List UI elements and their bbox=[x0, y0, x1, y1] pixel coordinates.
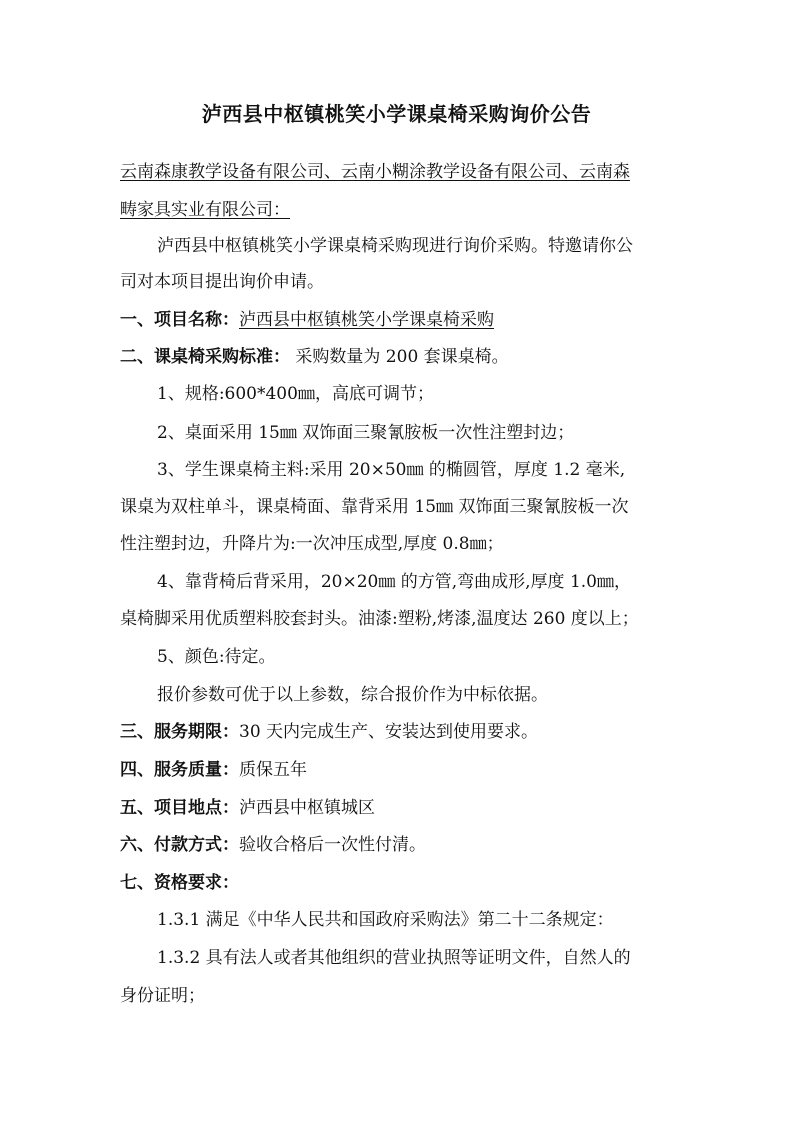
spec-4-line-2: 桌椅脚采用优质塑料胶套封头。油漆:塑粉,烤漆,温度达 260 度以上； bbox=[120, 609, 639, 629]
section-location bbox=[120, 796, 680, 820]
section-value: 泸西县中枢镇桃笑小学课桌椅采购 bbox=[239, 310, 494, 330]
recipients-line-2: 畴家具实业有限公司： bbox=[120, 200, 290, 220]
spec-4-line-1: 4、靠背椅后背采用，20×20㎜ 的方管,弯曲成形,厚度 1.0㎜， bbox=[157, 572, 631, 592]
section-service-quality bbox=[120, 758, 680, 782]
section-label: 四、服务质量： bbox=[120, 760, 239, 780]
spec-3-line-3: 性注塑封边，升降片为:一次冲压成型,厚度 0.8㎜； bbox=[120, 534, 504, 554]
section-value: 30 天内完成生产、安装达到使用要求。 bbox=[239, 722, 539, 742]
section-value: 质保五年 bbox=[239, 760, 307, 780]
section-label: 七、资格要求： bbox=[120, 873, 239, 893]
qualification-2-line-2: 身份证明； bbox=[120, 986, 205, 1006]
section-qualification bbox=[120, 871, 680, 895]
section-label: 二、课桌椅采购标准： bbox=[120, 347, 290, 367]
recipients-line-1: 云南森康教学设备有限公司、云南小糊涂教学设备有限公司、云南森 bbox=[120, 162, 630, 182]
section-payment bbox=[120, 833, 680, 857]
recipients-line-2-wrap bbox=[120, 198, 680, 222]
section-label: 五、项目地点： bbox=[120, 798, 239, 818]
section-service-period bbox=[120, 720, 680, 744]
spec-3-line-1: 3、学生课桌椅主料:采用 20×50㎜ 的椭圆管，厚度 1.2 毫米, bbox=[157, 460, 626, 480]
intro-line-1: 泸西县中枢镇桃笑小学课桌椅采购现进行询价采购。特邀请你公 bbox=[157, 236, 633, 256]
qualification-2-line-1: 1.3.2 具有法人或者其他组织的营业执照等证明文件，自然人的 bbox=[157, 948, 631, 968]
section-label: 一、项目名称： bbox=[120, 310, 239, 330]
section-standard bbox=[120, 345, 680, 369]
section-value: 验收合格后一次性付清。 bbox=[239, 835, 426, 855]
intro-line-2: 司对本项目提出询价申请。 bbox=[120, 272, 324, 292]
spec-5: 5、颜色:待定。 bbox=[157, 647, 276, 667]
document-title: 泸西县中枢镇桃笑小学课桌椅采购询价公告 bbox=[201, 102, 592, 126]
quote-note: 报价参数可优于以上参数，综合报价作为中标依据。 bbox=[157, 685, 548, 705]
section-label: 三、服务期限： bbox=[120, 722, 239, 742]
section-value: 泸西县中枢镇城区 bbox=[239, 798, 375, 818]
qualification-1: 1.3.1 满足《中华人民共和国政府采购法》第二十二条规定： bbox=[157, 910, 614, 930]
spec-3-line-2: 课桌为双柱单斗，课桌椅面、靠背采用 15㎜ 双饰面三聚氰胺板一次 bbox=[120, 497, 629, 517]
spec-2: 2、桌面采用 15㎜ 双饰面三聚氰胺板一次性注塑封边； bbox=[157, 423, 575, 443]
section-value: 采购数量为 200 套课桌椅。 bbox=[290, 347, 509, 367]
spec-1: 1、规格:600*400㎜，高底可调节； bbox=[157, 384, 434, 404]
section-label: 六、付款方式： bbox=[120, 835, 239, 855]
section-project-name bbox=[120, 308, 680, 332]
